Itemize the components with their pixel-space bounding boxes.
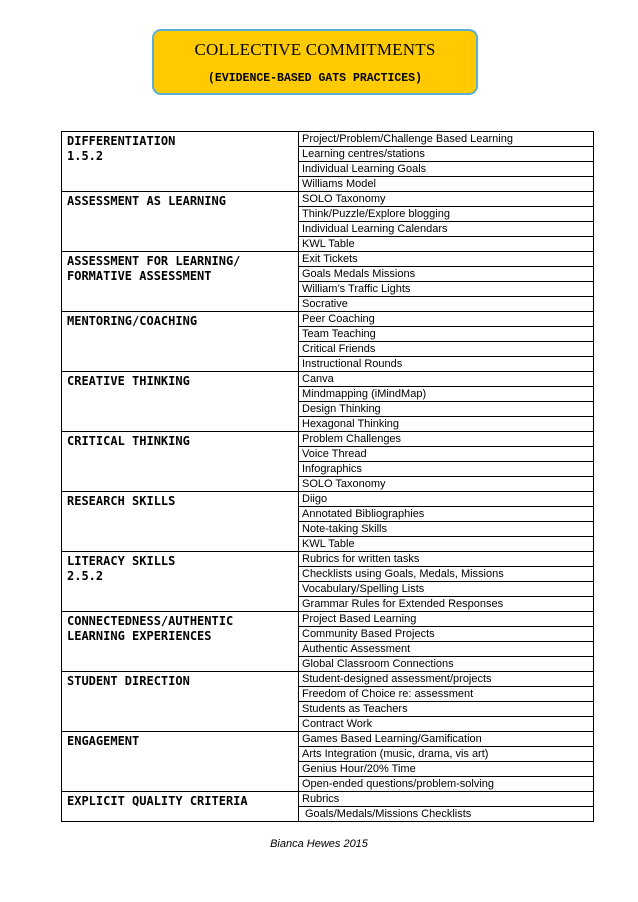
- practice-item: Voice Thread: [299, 447, 594, 462]
- practice-item: Think/Puzzle/Explore blogging: [299, 207, 594, 222]
- practice-item: Annotated Bibliographies: [299, 507, 594, 522]
- practice-item: Vocabulary/Spelling Lists: [299, 582, 594, 597]
- practice-item: Team Teaching: [299, 327, 594, 342]
- table-row: [62, 372, 594, 432]
- practice-item: Global Classroom Connections: [299, 657, 594, 671]
- practice-item: Rubrics for written tasks: [299, 552, 594, 567]
- practice-list: [299, 312, 594, 371]
- practice-item: Individual Learning Calendars: [299, 222, 594, 237]
- practice-list: [299, 672, 594, 731]
- category-cell: MENTORING/COACHING: [62, 312, 299, 371]
- practice-item: Design Thinking: [299, 402, 594, 417]
- practice-item: SOLO Taxonomy: [299, 192, 594, 207]
- practice-item: Community Based Projects: [299, 627, 594, 642]
- author-footer: Bianca Hewes 2015: [270, 838, 368, 850]
- practice-list: [299, 252, 594, 311]
- practice-list: [299, 552, 594, 611]
- title-banner: [152, 29, 478, 95]
- category-cell: EXPLICIT QUALITY CRITERIA: [62, 792, 299, 821]
- practice-item: Student-designed assessment/projects: [299, 672, 594, 687]
- category-cell: CRITICAL THINKING: [62, 432, 299, 491]
- practice-item: Arts Integration (music, drama, vis art): [299, 747, 594, 762]
- practice-item: Games Based Learning/Gamification: [299, 732, 594, 747]
- practice-item: Grammar Rules for Extended Responses: [299, 597, 594, 611]
- practices-table: [61, 131, 594, 822]
- category-cell: STUDENT DIRECTION: [62, 672, 299, 731]
- category-cell: DIFFERENTIATION 1.5.2: [62, 132, 299, 191]
- category-cell: ENGAGEMENT: [62, 732, 299, 791]
- banner-title: COLLECTIVE COMMITMENTS: [194, 40, 436, 59]
- practice-item: Hexagonal Thinking: [299, 417, 594, 431]
- practice-item: Open-ended questions/problem-solving: [299, 777, 594, 791]
- category-cell: CREATIVE THINKING: [62, 372, 299, 431]
- practice-item: Canva: [299, 372, 594, 387]
- table-row: [62, 492, 594, 552]
- practice-item: KWL Table: [299, 537, 594, 551]
- practice-list: [299, 732, 594, 791]
- practice-item: Goals Medals Missions: [299, 267, 594, 282]
- practice-item: Diigo: [299, 492, 594, 507]
- practice-list: [299, 612, 594, 671]
- practice-list: [299, 132, 594, 191]
- table-row: [62, 312, 594, 372]
- category-cell: ASSESSMENT AS LEARNING: [62, 192, 299, 251]
- practice-item: Freedom of Choice re: assessment: [299, 687, 594, 702]
- practice-list: [299, 492, 594, 551]
- category-cell: LITERACY SKILLS 2.5.2: [62, 552, 299, 611]
- practice-item: Mindmapping (iMindMap): [299, 387, 594, 402]
- table-row: [62, 672, 594, 732]
- practice-item: Individual Learning Goals: [299, 162, 594, 177]
- practice-item: Williams Model: [299, 177, 594, 191]
- practice-item: KWL Table: [299, 237, 594, 251]
- practice-list: [299, 372, 594, 431]
- practice-item: Rubrics: [299, 792, 594, 807]
- practice-item: Students as Teachers: [299, 702, 594, 717]
- practice-item: William’s Traffic Lights: [299, 282, 594, 297]
- category-cell: CONNECTEDNESS/AUTHENTIC LEARNING EXPERIENCES: [62, 612, 299, 671]
- practice-item: Infographics: [299, 462, 594, 477]
- practice-item: Goals/Medals/Missions Checklists: [299, 807, 594, 821]
- practice-item: Socrative: [299, 297, 594, 311]
- practice-item: Note-taking Skills: [299, 522, 594, 537]
- practice-item: Genius Hour/20% Time: [299, 762, 594, 777]
- practice-list: [299, 192, 594, 251]
- practice-item: Peer Coaching: [299, 312, 594, 327]
- banner-subtitle: (EVIDENCE-BASED GATS PRACTICES): [208, 72, 422, 85]
- practice-item: Instructional Rounds: [299, 357, 594, 371]
- practice-item: Contract Work: [299, 717, 594, 731]
- practice-item: SOLO Taxonomy: [299, 477, 594, 491]
- practice-item: Learning centres/stations: [299, 147, 594, 162]
- practice-item: Project Based Learning: [299, 612, 594, 627]
- practice-list: [299, 792, 594, 821]
- table-row: [62, 612, 594, 672]
- table-row: [62, 552, 594, 612]
- table-row: [62, 732, 594, 792]
- table-row: [62, 252, 594, 312]
- practice-item: Exit Tickets: [299, 252, 594, 267]
- practice-item: Critical Friends: [299, 342, 594, 357]
- practice-item: Checklists using Goals, Medals, Missions: [299, 567, 594, 582]
- practice-item: Problem Challenges: [299, 432, 594, 447]
- practice-list: [299, 432, 594, 491]
- table-row: [62, 432, 594, 492]
- category-cell: ASSESSMENT FOR LEARNING/ FORMATIVE ASSESSMENT: [62, 252, 299, 311]
- practice-item: Project/Problem/Challenge Based Learning: [299, 132, 594, 147]
- category-cell: RESEARCH SKILLS: [62, 492, 299, 551]
- table-row: [62, 132, 594, 192]
- practice-item: Authentic Assessment: [299, 642, 594, 657]
- table-row: [62, 192, 594, 252]
- table-row: [62, 792, 594, 822]
